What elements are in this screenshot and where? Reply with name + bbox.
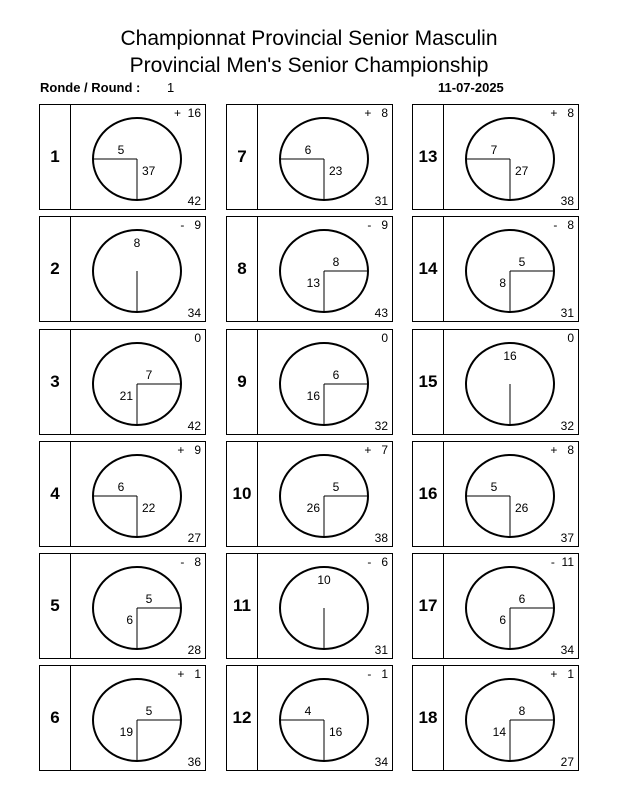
round-label: Ronde / Round : <box>40 80 141 95</box>
card-score: + 16 <box>173 106 201 120</box>
score-card <box>39 441 206 547</box>
card-score: - 6 <box>367 555 388 569</box>
card-score: + 1 <box>177 667 201 681</box>
circle-diagram <box>71 330 205 434</box>
circle-diagram <box>258 554 392 658</box>
card-number: 5 <box>40 554 71 658</box>
card-score: - 9 <box>180 218 201 232</box>
card-score: - 9 <box>367 218 388 232</box>
card-number: 2 <box>40 217 71 321</box>
score-card <box>39 665 206 771</box>
upper-value: 8 <box>332 255 340 269</box>
card-total: 34 <box>187 306 201 320</box>
card-total: 38 <box>560 194 574 208</box>
circle-diagram <box>258 666 392 770</box>
card-score: - 11 <box>550 555 574 569</box>
upper-value: 7 <box>490 143 498 157</box>
card-number: 1 <box>40 105 71 209</box>
title-french: Championnat Provincial Senior Masculin <box>120 27 498 50</box>
score-card <box>39 553 206 659</box>
card-total: 34 <box>560 643 574 657</box>
circle-diagram <box>258 330 392 434</box>
upper-value: 10 <box>317 573 331 587</box>
card-total: 42 <box>187 419 201 433</box>
score-card <box>412 441 579 547</box>
lower-value: 23 <box>329 164 343 178</box>
lower-value: 19 <box>119 725 133 739</box>
card-number: 10 <box>227 442 258 546</box>
card-number: 11 <box>227 554 258 658</box>
card-total: 27 <box>560 755 574 769</box>
card-number: 13 <box>413 105 444 209</box>
score-card <box>226 441 393 547</box>
upper-value: 5 <box>332 480 340 494</box>
card-number: 3 <box>40 330 71 434</box>
card-number: 6 <box>40 666 71 770</box>
upper-value: 6 <box>518 592 526 606</box>
card-total: 32 <box>560 419 574 433</box>
card-score: + 9 <box>177 443 201 457</box>
card-score: 0 <box>567 331 574 345</box>
card-total: 31 <box>374 643 388 657</box>
upper-value: 16 <box>503 349 517 363</box>
card-number: 18 <box>413 666 444 770</box>
upper-value: 8 <box>518 704 526 718</box>
circle-diagram <box>444 442 578 546</box>
card-number: 17 <box>413 554 444 658</box>
lower-value: 37 <box>142 164 156 178</box>
card-score: - 1 <box>367 667 388 681</box>
lower-value: 27 <box>515 164 529 178</box>
lower-value: 14 <box>492 725 506 739</box>
upper-value: 5 <box>518 255 526 269</box>
title-english: Provincial Men's Senior Championship <box>129 54 489 77</box>
upper-value: 6 <box>117 480 125 494</box>
card-score: - 8 <box>553 218 574 232</box>
round-row <box>40 80 520 98</box>
lower-value: 16 <box>306 389 320 403</box>
circle-diagram <box>444 217 578 321</box>
circle-diagram <box>71 442 205 546</box>
card-score: 0 <box>381 331 388 345</box>
lower-value: 8 <box>499 276 506 290</box>
card-total: 37 <box>560 531 574 545</box>
card-total: 31 <box>560 306 574 320</box>
circle-diagram <box>258 217 392 321</box>
score-card <box>226 665 393 771</box>
lower-value: 21 <box>119 389 133 403</box>
circle-diagram <box>444 330 578 434</box>
circle-diagram <box>71 554 205 658</box>
card-total: 36 <box>187 755 201 769</box>
upper-value: 5 <box>117 143 125 157</box>
upper-value: 5 <box>145 704 153 718</box>
circle-diagram <box>444 666 578 770</box>
card-total: 28 <box>187 643 201 657</box>
circle-diagram <box>258 105 392 209</box>
upper-value: 8 <box>133 236 141 250</box>
lower-value: 22 <box>142 501 156 515</box>
lower-value: 6 <box>126 613 133 627</box>
card-score: 0 <box>194 331 201 345</box>
lower-value: 26 <box>515 501 529 515</box>
card-total: 31 <box>374 194 388 208</box>
card-score: + 7 <box>364 443 388 457</box>
score-card <box>412 216 579 322</box>
upper-value: 4 <box>304 704 312 718</box>
score-card <box>39 104 206 210</box>
score-card <box>412 553 579 659</box>
card-total: 38 <box>374 531 388 545</box>
card-number: 16 <box>413 442 444 546</box>
date: 11-07-2025 <box>438 80 504 95</box>
upper-value: 5 <box>145 592 153 606</box>
circle-diagram <box>258 442 392 546</box>
score-card <box>412 104 579 210</box>
card-number: 14 <box>413 217 444 321</box>
score-card <box>226 216 393 322</box>
lower-value: 26 <box>306 501 320 515</box>
card-number: 4 <box>40 442 71 546</box>
circle-diagram <box>71 105 205 209</box>
score-card <box>226 104 393 210</box>
score-card <box>226 553 393 659</box>
card-total: 34 <box>374 755 388 769</box>
card-score: + 8 <box>364 106 388 120</box>
card-total: 42 <box>187 194 201 208</box>
upper-value: 6 <box>332 368 340 382</box>
score-card <box>39 329 206 435</box>
card-score: + 8 <box>550 106 574 120</box>
score-card <box>412 329 579 435</box>
upper-value: 6 <box>304 143 312 157</box>
round-number: 1 <box>167 80 175 95</box>
card-total: 32 <box>374 419 388 433</box>
score-card <box>39 216 206 322</box>
card-number: 9 <box>227 330 258 434</box>
circle-diagram <box>444 554 578 658</box>
lower-value: 6 <box>499 613 506 627</box>
card-number: 15 <box>413 330 444 434</box>
score-card <box>226 329 393 435</box>
card-number: 12 <box>227 666 258 770</box>
card-score: - 8 <box>180 555 201 569</box>
card-score: + 1 <box>550 667 574 681</box>
circle-diagram <box>444 105 578 209</box>
upper-value: 5 <box>490 480 498 494</box>
card-number: 8 <box>227 217 258 321</box>
card-total: 27 <box>187 531 201 545</box>
card-total: 43 <box>374 306 388 320</box>
lower-value: 16 <box>329 725 343 739</box>
card-score: + 8 <box>550 443 574 457</box>
circle-diagram <box>71 217 205 321</box>
card-number: 7 <box>227 105 258 209</box>
circle-diagram <box>71 666 205 770</box>
upper-value: 7 <box>145 368 153 382</box>
lower-value: 13 <box>306 276 320 290</box>
score-card <box>412 665 579 771</box>
